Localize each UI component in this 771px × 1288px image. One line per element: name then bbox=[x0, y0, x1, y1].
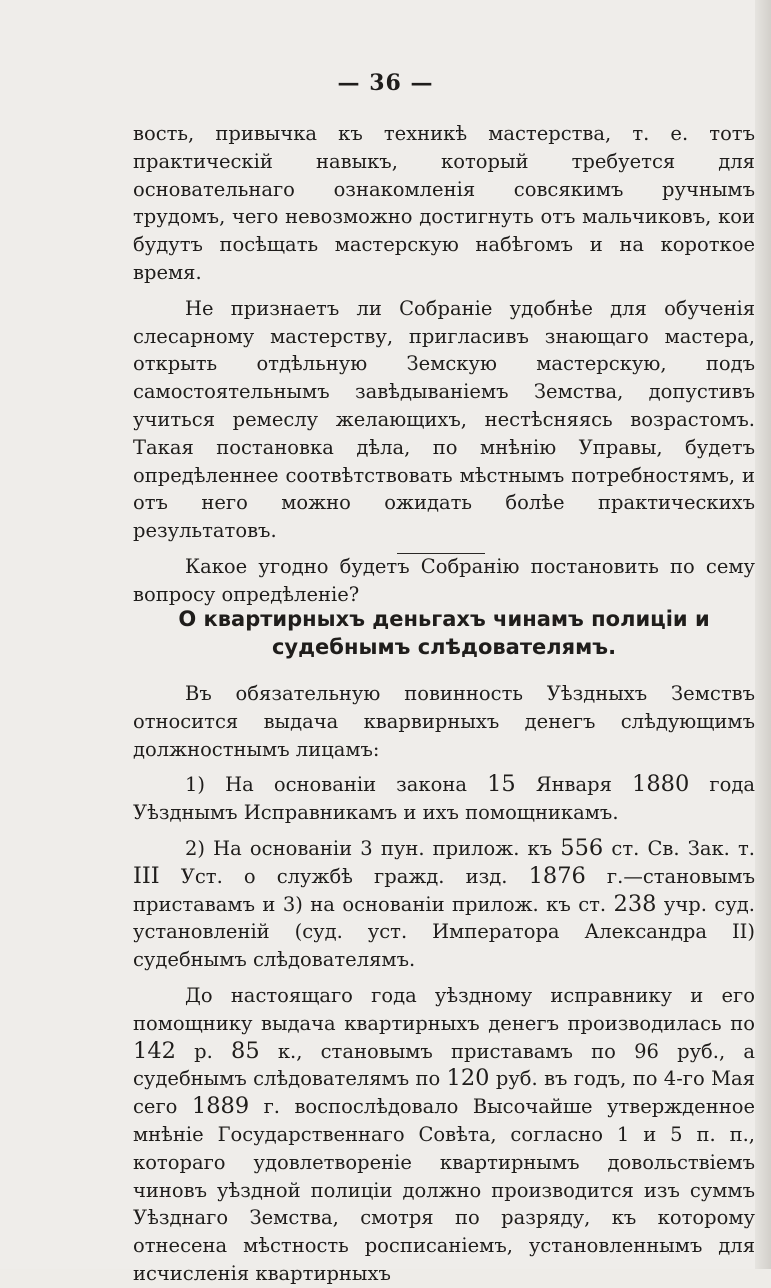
paragraph-1: вость, привычка къ техникѣ мастерства, т. е. тотъ практическій навыкъ, который требуется для основательнаго ознакомленія совсякимъ ручнымъ трудомъ, чего невозможно достигнуть отъ мальчиковъ, кои будутъ посѣщать мастерскую набѣгомъ и на короткое время. bbox=[133, 122, 755, 284]
paragraph-3: Какое угодно будетъ Собранію постановить по сему вопросу опредѣленіе? bbox=[133, 554, 755, 606]
section-2-text bbox=[133, 680, 755, 1288]
page-number: — 36 — bbox=[337, 70, 434, 96]
item-1: 1) На основаніи закона 15 Января 1880 года Уѣзднымъ Исправникамъ и ихъ помощникамъ. bbox=[133, 771, 755, 825]
section-separator bbox=[397, 553, 485, 554]
section-1-text bbox=[133, 120, 755, 609]
intro-paragraph: Въ обязательную повинность Уѣздныхъ Земствъ относится выдача кварвирныхъ денегъ слѣдующимъ должностнымъ лицамъ: bbox=[133, 682, 755, 761]
page-edge bbox=[755, 0, 771, 1269]
section-heading: О квартирныхъ деньгахъ чинамъ полиціи и судебнымъ слѣдователямъ. bbox=[178, 607, 710, 659]
item-2: 2) На основаніи 3 пун. прилож. къ 556 ст. Св. Зак. т. III Уст. о службѣ гражд. изд. 1876 г.—становымъ приставамъ и 3) на основаніи прилож. къ ст. 238 учр. суд. установленій (суд. уст. Императора Александра II) судебнымъ слѣдователямъ. bbox=[133, 834, 756, 972]
paragraph-2: Не признаетъ ли Собраніе удобнѣе для обученія слесарному мастерству, пригласивъ знающаго мастера, открыть отдѣльную Земскую мастерскую, подъ самостоятельнымъ завѣдываніемъ Земства, допустивъ учиться ремеслу желающихъ, нестѣсняясь возрастомъ. Такая постановка дѣла, по мнѣнію Управы, будетъ опредѣленнее соотвѣтствовать мѣстнымъ потребностямъ, и отъ него можно ожидать болѣе практическихъ результатовъ. bbox=[133, 296, 755, 543]
paragraph-last: До настоящаго года уѣздному исправнику и его помощнику выдача квартирныхъ денегъ производилась по 142 р. 85 к., становымъ приставамъ по 96 руб., а судебнымъ слѣдователямъ по 120 руб. въ годъ, по 4-го Мая сего 1889 г. воспослѣдовало Высочайше утвержденное мнѣніе Государственнаго Совѣта, согласно 1 и 5 п. п., котораго удовлетвореніе квартирнымъ довольствіемъ чиновъ уѣздной полиціи должно производится изъ суммъ Уѣзднаго Земства, смотря по разряду, къ которому отнесена мѣстность росписаніемъ, установленнымъ для исчисленія квартирныхъ bbox=[133, 983, 755, 1285]
